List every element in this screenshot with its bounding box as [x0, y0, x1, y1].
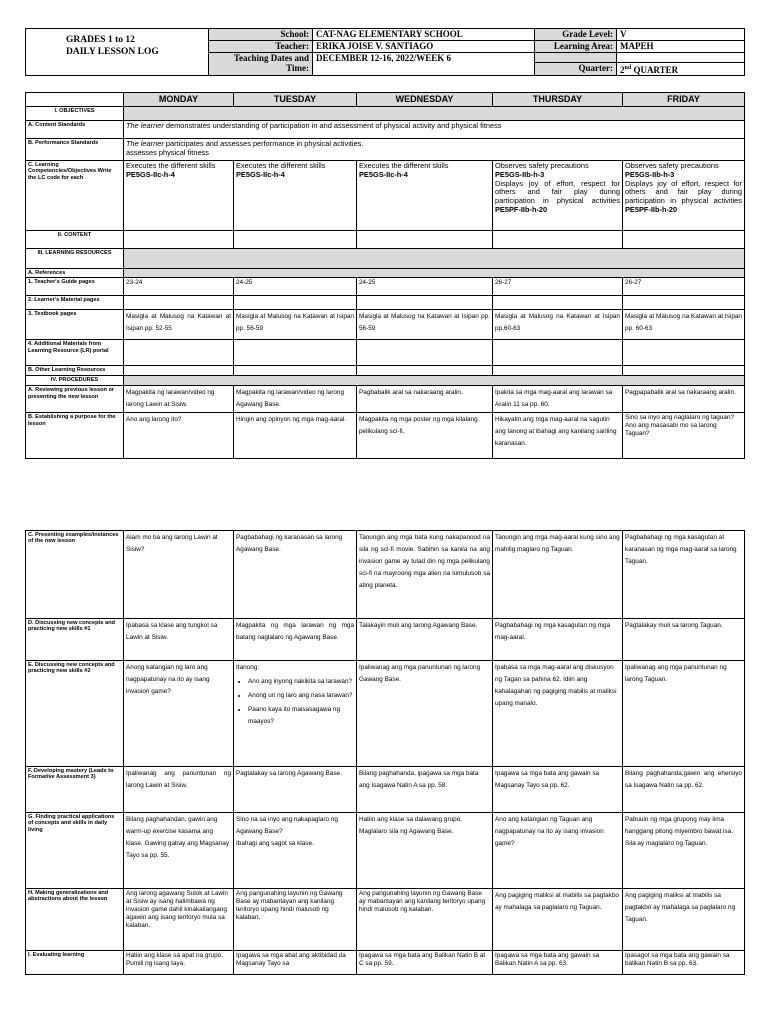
proc-b-fri-line: Ano ang masasabi mo sa larong Taguan?	[625, 422, 717, 438]
proc-e-mon: Anong katangian ng laro ang nagpapatunay na ito ay isang invasion game?	[124, 661, 234, 767]
tg-pages-label: 1. Teacher's Guide pages	[26, 278, 124, 296]
question-list	[236, 676, 354, 728]
tb-wed: Masigla at Malusog na Katawan at Isipan pp. 56-59	[357, 310, 493, 340]
content-thu	[493, 231, 623, 249]
lesson-table-top	[25, 92, 745, 459]
title-line-1: GRADES 1 to 12	[66, 35, 135, 45]
comp-thursday	[493, 161, 623, 231]
question-item: • Ano ang inyong nakikita sa larawan?	[248, 676, 354, 688]
proc-d-mon: Ipabasa sa klase ang tungkol sa Lawin at Sisiw.	[124, 619, 234, 661]
comp-text: Executes the different skills	[236, 161, 326, 170]
tb-tue: Masigla at Malusog na Katawan at Isipan pp. 56-59	[234, 310, 357, 340]
day-wednesday: WEDNESDAY	[357, 93, 493, 107]
proc-h-fri: Ang pagiging maliksi at mabilis sa pagtakbo ay mahalaga sa paglalaro ng Taguan.	[623, 889, 745, 951]
tg-wed: 24-25	[357, 278, 493, 296]
proc-h-wed: Ang pangunahing layunin ng Gawang Base ay mabantayan ang kanilang teritoryo upang hindi malusob ng kalaban.	[357, 889, 493, 951]
proc-c-thu: Tanungin ang mga mag-aaral kung sino ang mahilig maglaro ng Taguan.	[493, 531, 623, 619]
proc-c-fri: Pagbabahagi ng mga kasagutan at karanasan ng mga mag-aaral sa larong Taguan.	[623, 531, 745, 619]
lm-tue	[234, 296, 357, 310]
question-item: • Paano kaya ito maisasagawa ng maayos?	[248, 704, 354, 728]
proc-a-label: A. Reviewing previous lesson or presenting the new lesson	[26, 386, 124, 413]
proc-e-label: E. Discussing new concepts and practicing new skills #2	[26, 661, 124, 767]
content-standards-text	[124, 121, 745, 139]
proc-f-label: F. Developing mastery (Leads to Formative Assessment 3)	[26, 767, 124, 813]
proc-g-wed: Hatiin ang klase sa dalawang grupo. Maglalaro sila ng Agawang Base.	[357, 813, 493, 889]
lm-thu	[493, 296, 623, 310]
area-label: Learning Area:	[535, 41, 617, 53]
perf-std-body: participates and assesses performance in physical activities.	[163, 139, 364, 148]
proc-d-tue: Magpakita ng mga larawan ng mga batang naglalaro ng Agawang Base.	[234, 619, 357, 661]
proc-f-fri: Bilang paghahanda,gawin ang ehersiyo sa Isagawa Natin sa pp. 62.	[623, 767, 745, 813]
content-standards-label: A. Content Standards	[26, 121, 124, 139]
other-tue	[234, 366, 357, 376]
other-thu	[493, 366, 623, 376]
content-heading: II. CONTENT	[26, 231, 124, 249]
proc-f-mon: Ipaliwanag ang panuntunan ng larong Lawin at Sisiw.	[124, 767, 234, 813]
grade-value: V	[617, 29, 745, 41]
proc-i-mon: Hatiin ang klase sa apat na grupo. Pumili ng isang taya.	[124, 951, 234, 975]
addl-thu	[493, 340, 623, 366]
dates-value: DECEMBER 12-16, 2022/WEEK 6	[313, 53, 535, 76]
quarter-num: 2	[620, 65, 625, 75]
proc-c-label: C. Presenting examples/instances of the new lesson	[26, 531, 124, 619]
lc-code: PE5PF-IIb-h-20	[495, 204, 548, 214]
objectives-heading: I. OBJECTIVES	[26, 107, 124, 121]
area-value: MAPEH	[617, 41, 745, 53]
proc-a-tue: Magpakita ng larawan/video ng larong Agawang Base.	[234, 386, 357, 413]
textbook-label: 3. Textbook pages	[26, 310, 124, 340]
proc-b-label: B. Establishing a purpose for the lesson	[26, 413, 124, 459]
proc-i-label: I. Evaluating learning	[26, 951, 124, 975]
tb-fri: Masigla at Malusog na Katawan at Isipan pp. 60-63	[623, 310, 745, 340]
proc-i-wed: Ipagawa sa mga bata ang Balikan Natin B at C sa pp. 59.	[357, 951, 493, 975]
proc-e-tue	[234, 661, 357, 767]
lc-code: PE5GS-IIb-h-3	[625, 169, 675, 179]
lesson-table-bottom	[25, 530, 745, 975]
proc-b-mon: Ano ang larong ito?	[124, 413, 234, 459]
tb-mon: Masigla at Malusog na Katawan at Isipan pp. 52-55	[124, 310, 234, 340]
day-thursday: THURSDAY	[493, 93, 623, 107]
proc-b-fri-line: Sino sa inyo ang naglalaro ng taguan?	[625, 414, 735, 422]
comp-text: Executes the different skills	[359, 161, 449, 170]
lm-pages-label: 2. Learner's Material pages	[26, 296, 124, 310]
corner-cell	[26, 93, 124, 107]
proc-c-wed: Tanungin ang mga bata kung nakapanood na sila ng sci-fi movie. Sabihin sa kanila na ang invasion game ay tulad din ng mga pelikulang sci-fi na mayroong mga alien na lumulusob sa ating planeta.	[357, 531, 493, 619]
proc-b-tue: Hingin ang opinyon ng mga mag-aaral.	[234, 413, 357, 459]
proc-d-fri: Pagtalakay muli sa larong Taguan.	[623, 619, 745, 661]
objectives-band	[124, 107, 745, 121]
dates-label-1: Teaching Dates and	[233, 53, 309, 63]
content-wed	[357, 231, 493, 249]
performance-standards-text	[124, 139, 745, 161]
addl-mon	[124, 340, 234, 366]
content-fri	[623, 231, 745, 249]
quarter-sup: nd	[624, 65, 632, 71]
dll-title	[26, 29, 209, 76]
proc-g-tue-line: Ibahagi ang sagot sa klase.	[236, 840, 314, 847]
other-resources-label: B. Other Learning Resources	[26, 366, 124, 376]
other-wed	[357, 366, 493, 376]
addl-fri	[623, 340, 745, 366]
proc-e-tue-lead: Itanong:	[236, 664, 260, 671]
proc-b-wed: Magpakita ng mga poster ng mga kilalang pelikulang sci-fi.	[357, 413, 493, 459]
comp-monday	[124, 161, 234, 231]
proc-e-thu: Ipabasa sa mga mag-aaral ang diskusyon ng Tagan sa pahina 62. Idiin ang kahalagahan ng pagiging mabilis at maliksi upang manalo.	[493, 661, 623, 767]
proc-c-tue: Pagbabahagi ng karanasan sa larong Agawang Base.	[234, 531, 357, 619]
lc-code: PE5GS-IIc-h-4	[359, 169, 408, 179]
lc-code: PE5GS-IIc-h-4	[236, 169, 285, 179]
lc-code: PE5GS-IIc-h-4	[126, 169, 175, 179]
proc-c-mon: Alam mo ba ang larong Lawin at Sisiw?	[124, 531, 234, 619]
proc-b-thu: Hikayatin ang mga mag-aaral na sagutin ang tanong at ibahagi ang kanilang sariling karanasan.	[493, 413, 623, 459]
perf-std-body-2: assesses physical fitness	[126, 147, 209, 157]
proc-g-mon: Bilang paghahandan, gawin ang warm-up exercise kasama ang klase. Gawing gabay ang Magsanay Tayo sa pp. 55.	[124, 813, 234, 889]
lc-code: PE5GS-IIb-h-3	[495, 169, 545, 179]
dll-header	[25, 28, 745, 76]
references-label: A. References	[26, 269, 124, 278]
other-fri	[623, 366, 745, 376]
grade-label: Grade Level:	[535, 29, 617, 41]
proc-f-tue: Pagtalakay sa larong Agawang Base.	[234, 767, 357, 813]
proc-h-thu: Ang pagiging maliksi at mabilis sa pagtakbo ay mahalaga sa paglalaro ng Taguan.	[493, 889, 623, 951]
comp-friday	[623, 161, 745, 231]
proc-d-thu: Pagbabahagi ng mga kasagutan ng mga mag-aaral.	[493, 619, 623, 661]
learner-em: The learner	[126, 121, 164, 130]
comp-text: Displays joy of effort, respect for others and fair play during participation in physical activities	[495, 178, 620, 206]
proc-a-fri: Pagpapabalik aral sa nakaraang aralin.	[623, 386, 745, 413]
proc-h-label: H. Making generalizations and abstractions about the lesson	[26, 889, 124, 951]
quarter-value	[617, 63, 745, 76]
tg-mon: 23-24	[124, 278, 234, 296]
proc-e-wed: Ipaliwanag ang mga panuntunan ng larong Gawang Base.	[357, 661, 493, 767]
proc-h-mon: Ang larong agawang Sulok at Lawin at Sisiw ay isang halimbawa ng invasion game dahil kinakailangang agawin ang isang teritoryo mula sa kalaban.	[124, 889, 234, 951]
proc-i-fri: Ipasagot sa mga bata ang gawain sa balikan Natin B sa pp. 63.	[623, 951, 745, 975]
content-tue	[234, 231, 357, 249]
comp-text: Observes safety precautions	[495, 161, 589, 170]
procedures-heading: IV. PROCEDURES	[26, 376, 124, 386]
proc-a-thu: Ipakita sa mga mag-aaral ang larawan sa Aralin 11 sa pp. 60.	[493, 386, 623, 413]
proc-g-fri: Pabuuin ng mga grupong may lima hanggang pitong miyembro bawat isa. Sila ay maglalaro ng Taguan.	[623, 813, 745, 889]
proc-h-tue: Ang pangunahing layunin ng Gawang Base ay mabantayan ang kanilang teritoryo upang hindi malusob ng kalaban.	[234, 889, 357, 951]
school-value: CAT-NAG ELEMENTARY SCHOOL	[313, 29, 535, 41]
teacher-label: Teacher:	[209, 41, 313, 53]
proc-a-wed: Pagbabalik aral sa nakaraang aralin.	[357, 386, 493, 413]
proc-g-label: G. Finding practical applications of concepts and skills in daily living	[26, 813, 124, 889]
comp-text: Executes the different skills	[126, 161, 216, 170]
tg-tue: 24-25	[234, 278, 357, 296]
question-item: • Anong uri ng laro ang nasa larawan?	[248, 690, 354, 702]
day-friday: FRIDAY	[623, 93, 745, 107]
teacher-value: ERIKA JOISE V. SANTIAGO	[313, 41, 535, 53]
other-mon	[124, 366, 234, 376]
comp-text: Observes safety precautions	[625, 161, 719, 170]
additional-materials-label: 4. Additional Materials from Learning Resource (LR) portal	[26, 340, 124, 366]
proc-g-tue-line: Sino na sa inyo ang nakapaglaro ng Agawang Base?	[236, 816, 338, 835]
proc-d-label: D. Discussing new concepts and practicing new skills #1	[26, 619, 124, 661]
content-std-body: demonstrates understanding of participation in and assessment of physical activity and physical fitness	[163, 121, 502, 130]
quarter-label: Quarter:	[535, 63, 617, 76]
day-tuesday: TUESDAY	[234, 93, 357, 107]
performance-standards-label: B. Performance Standards	[26, 139, 124, 161]
proc-i-thu: Ipagawa sa mga bata ang gawain sa Balikan Natin A sa pp. 63.	[493, 951, 623, 975]
school-label: School:	[209, 29, 313, 41]
addl-wed	[357, 340, 493, 366]
competencies-label: C. Learning Competencies/Objectives Write the LC code for each	[26, 161, 124, 231]
proc-f-thu: Ipagawa sa mga bata ang gawain sa Magsanay Tayo sa pp. 62.	[493, 767, 623, 813]
proc-b-fri	[623, 413, 745, 459]
blank-cell	[535, 53, 617, 63]
comp-tuesday	[234, 161, 357, 231]
lm-mon	[124, 296, 234, 310]
proc-e-fri: Ipaliwanag ang mga panuntunan ng larong Taguan.	[623, 661, 745, 767]
blank-cell	[617, 53, 745, 63]
comp-wednesday	[357, 161, 493, 231]
content-mon	[124, 231, 234, 249]
day-monday: MONDAY	[124, 93, 234, 107]
dates-label-2: Time:	[286, 63, 309, 73]
references-band	[124, 269, 745, 278]
title-line-2: DAILY LESSON LOG	[66, 47, 159, 57]
resources-band	[124, 249, 745, 269]
learner-em: The learner	[126, 139, 164, 148]
comp-text: Displays joy of effort, respect for others and fair play during participation in physical activities	[625, 178, 742, 206]
resources-heading: III. LEARNING RESOURCES	[26, 249, 124, 269]
lm-fri	[623, 296, 745, 310]
proc-g-thu: Ano ang katangian ng Taguan ang nagpapatunay na ito ay isang invasion game?	[493, 813, 623, 889]
proc-i-tue: Ipagawa sa mga abat ang aktibidad da Magsanay Tayo sa	[234, 951, 357, 975]
dates-label	[209, 53, 313, 76]
proc-g-tue	[234, 813, 357, 889]
tg-thu: 26-27	[493, 278, 623, 296]
proc-a-mon: Magpakita ng larawan/video ng larong Lawin at Sisiw.	[124, 386, 234, 413]
proc-f-wed: Bilang paghahanda, ipagawa sa mga bata ang Isagawa Natin A sa pp. 58.	[357, 767, 493, 813]
procedures-band	[124, 376, 745, 386]
lc-code: PE5PF-IIb-h-20	[625, 204, 678, 214]
lm-wed	[357, 296, 493, 310]
tb-thu: Masigla at Malusog na Katawan at Isipan pp.60-63	[493, 310, 623, 340]
tg-fri: 26-27	[623, 278, 745, 296]
addl-tue	[234, 340, 357, 366]
quarter-word: QUARTER	[631, 65, 679, 75]
proc-d-wed: Talakayin muli ang larong Agawang Base.	[357, 619, 493, 661]
